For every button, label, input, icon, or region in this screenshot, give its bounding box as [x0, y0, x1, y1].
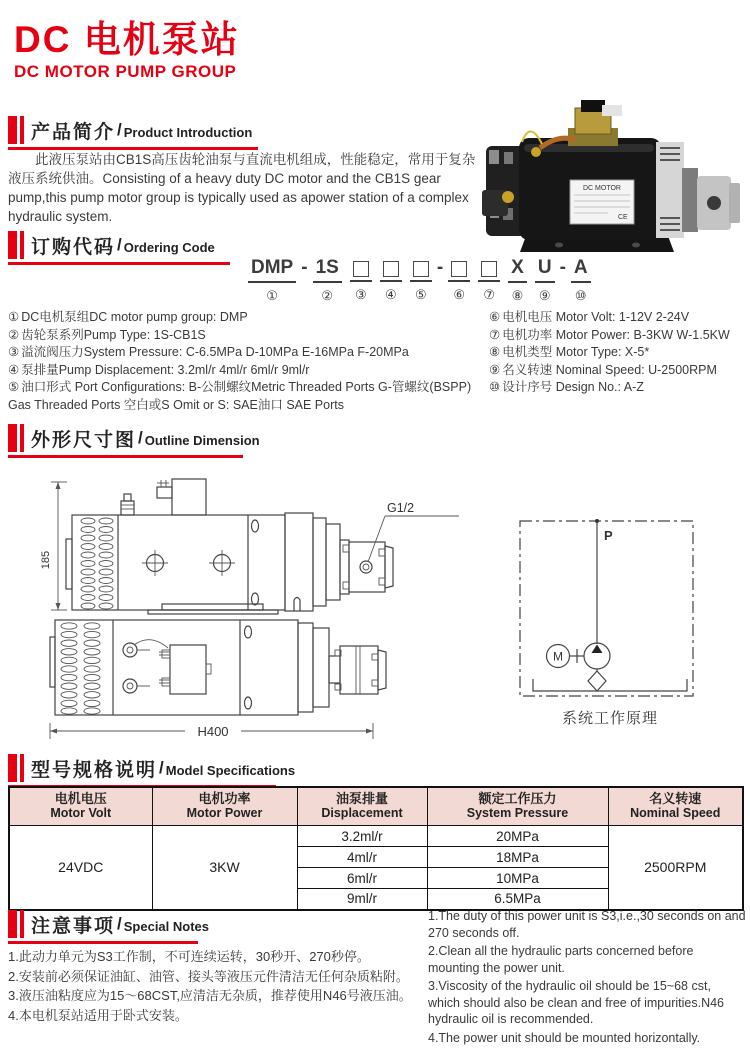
cell-displacement: 6ml/r	[297, 868, 427, 889]
section-accent-bar	[8, 754, 17, 782]
section-header-notes: 注意事项 / Special Notes	[8, 910, 209, 944]
note-item: 2.Clean all the hydraulic parts concerned before mounting the power unit.	[428, 944, 694, 975]
port-p-label: P	[604, 528, 613, 543]
pump-port	[707, 196, 721, 210]
section-title-cn: 注意事项	[31, 915, 116, 937]
code-segment: ⑤	[410, 258, 432, 303]
dimension-185	[40, 482, 67, 610]
svg-text:H400: H400	[197, 724, 229, 739]
list-item: ⑨ 名义转速 Nominal Speed: U-2500RPM	[489, 362, 717, 377]
section-title-cn: 产品简介	[31, 121, 116, 143]
cell-pressure: 20MPa	[427, 826, 608, 847]
section-accent-bar	[20, 231, 24, 259]
page-title	[14, 20, 240, 82]
section-title-en: Outline Dimension	[144, 432, 260, 448]
note-item: 3.液压油粘度应为15～68CST,应清洁无杂质，推荐使用N46号液压油。	[8, 988, 412, 1003]
nameplate-title: DC MOTOR	[583, 185, 621, 192]
code-segment: 1S ②	[313, 258, 342, 304]
filter-symbol	[588, 671, 606, 691]
ordering-code	[244, 258, 595, 304]
section-accent-bar	[8, 424, 17, 452]
section-title-en: Special Notes	[123, 918, 210, 934]
section-title-en: Ordering Code	[123, 239, 215, 255]
section-header-ordering: 订购代码 / Ordering Code	[8, 231, 230, 265]
code-dash: -	[301, 257, 308, 278]
cell-nominal-speed: 2500RPM	[608, 826, 743, 910]
pump-adapter	[682, 168, 698, 232]
code-segment: A ⑩	[571, 258, 591, 304]
note-item: 4.The power unit should be mounted horizontally.	[428, 1030, 701, 1045]
col-header-motor-power: 电机功率 Motor Power	[152, 787, 297, 826]
list-item: ⑤ 油口形式 Port Configurations: B-公制螺纹Metric Threaded Ports G-管螺纹(BSPP) Gas Threaded Ports 空白或S Omit or S: SAE油口 SAE Ports	[8, 380, 472, 412]
page-title-cn: DC 电机泵站	[14, 19, 240, 60]
section-title-cn: 订购代码	[31, 236, 116, 258]
list-item: ④ 泵排量Pump Displacement: 3.2ml/r 4ml/r 6ml/r 9ml/r	[8, 362, 310, 377]
code-box	[383, 261, 399, 277]
ce-mark: CE	[618, 214, 628, 221]
code-dash: -	[436, 257, 444, 278]
cell-displacement: 4ml/r	[297, 847, 427, 868]
note-item: 4.本电机泵站适用于卧式安装。	[8, 1007, 188, 1023]
page-title-en: DC MOTOR PUMP GROUP	[14, 62, 237, 81]
section-accent-bar	[8, 116, 17, 144]
col-header-system-pressure: 额定工作压力 System Pressure	[427, 787, 608, 826]
note-item: 1.此动力单元为S3工作制，不可连续运转，30秒开、270秒停。	[8, 949, 370, 964]
cell-displacement: 9ml/r	[297, 889, 427, 910]
section-header-outline: 外形尺寸图 / Outline Dimension	[8, 424, 260, 458]
list-item: ② 齿轮泵系列Pump Type: 1S-CB1S	[8, 327, 206, 342]
section-accent-bar	[20, 424, 24, 452]
code-box	[413, 261, 429, 277]
motor-m-label: M	[553, 649, 563, 664]
table-header-row	[9, 787, 743, 826]
code-segment: ⑥	[448, 258, 470, 303]
list-item: ⑥ 电机电压 Motor Volt: 1-12V 2-24V	[489, 310, 690, 324]
section-underline	[8, 262, 230, 265]
section-accent-bar	[20, 910, 24, 938]
side-view	[66, 479, 459, 614]
cell-pressure: 10MPa	[427, 868, 608, 889]
intro-paragraph: 此液压泵站由CB1S高压齿轮油泵与直流电机组成，性能稳定，常用于复杂液压系统供油。Consisting of a heavy duty DC motor and the CB1S gear pump,this pump motor group is typically used as apower station of a complex hydraulic system.	[8, 152, 476, 224]
section-underline	[8, 941, 198, 944]
hydraulic-schematic	[500, 498, 720, 703]
note-item: 1.The duty of this power unit is S3,i.e.,30 seconds on and 270 seconds off.	[428, 909, 746, 940]
cell-pressure: 6.5MPa	[427, 889, 608, 910]
cell-displacement: 3.2ml/r	[297, 826, 427, 847]
notes-english	[428, 908, 746, 1048]
top-view	[50, 620, 386, 715]
section-accent-bar	[20, 116, 24, 144]
code-segment: ④	[380, 258, 402, 303]
tank-boundary	[520, 521, 693, 696]
code-segment: X ⑧	[508, 258, 527, 304]
outline-dimension-drawing	[35, 455, 475, 747]
list-item: ③ 溢流阀压力System Pressure: C-6.5MPa D-10MPa E-16MPa F-20MPa	[8, 345, 409, 359]
col-header-motor-volt: 电机电压 Motor Volt	[9, 787, 152, 826]
col-header-nominal-speed: 名义转速 Nominal Speed	[608, 787, 743, 826]
section-title-cn: 外形尺寸图	[31, 429, 137, 451]
ordering-legend-right	[489, 309, 747, 397]
ordering-legend-left	[8, 309, 488, 414]
notes-chinese	[8, 947, 422, 1025]
tank-line	[533, 679, 687, 691]
code-segment: ⑦	[478, 258, 500, 303]
section-header-intro: 产品简介 / Product Introduction	[8, 116, 258, 150]
cell-pressure: 18MPa	[427, 847, 608, 868]
cell-motor-volt: 24VDC	[9, 826, 152, 910]
section-accent-bar	[20, 754, 24, 782]
cell-motor-power: 3KW	[152, 826, 297, 910]
code-segment: ③	[350, 258, 372, 303]
product-photo	[464, 98, 748, 258]
code-segment: DMP ①	[248, 258, 296, 304]
dimension-h400	[50, 723, 373, 739]
list-item: ⑧ 电机类型 Motor Type: X-5*	[489, 345, 650, 359]
section-accent-bar	[8, 231, 17, 259]
spec-table	[8, 786, 744, 911]
note-item: 2.安装前必须保证油缸、油管、接头等液压元件清洁无任何杂质粘附。	[8, 968, 409, 984]
table-row	[9, 826, 743, 847]
section-title-en: Product Introduction	[123, 124, 253, 140]
note-item: 3.Viscosity of the hydraulic oil should be 15~68 cst, which should also be clean and free of impurities.N46 hydraulic oil is recommended.	[428, 979, 725, 1026]
list-item: ① DC电机泵组DC motor pump group: DMP	[8, 310, 248, 324]
code-dash: -	[559, 257, 566, 278]
section-accent-bar	[8, 910, 17, 938]
solenoid-cap	[581, 100, 605, 112]
col-header-displacement: 油泵排量 Displacement	[297, 787, 427, 826]
code-box	[451, 261, 467, 277]
code-box	[481, 261, 497, 277]
svg-text:185: 185	[40, 550, 52, 570]
schematic-caption: 系统工作原理	[561, 710, 658, 727]
list-item: ⑩ 设计序号 Design No.: A-Z	[489, 380, 644, 394]
terminal-bolt	[502, 191, 514, 203]
code-box	[353, 261, 369, 277]
code-segment: U ⑨	[535, 258, 555, 304]
section-title-cn: 型号规格说明	[31, 759, 158, 781]
section-header-specs: 型号规格说明 / Model Specifications	[8, 754, 295, 788]
section-title-en: Model Specifications	[165, 762, 296, 778]
list-item: ⑦ 电机功率 Motor Power: B-3KW W-1.5KW	[489, 327, 730, 342]
port-label: G1/2	[387, 501, 415, 515]
